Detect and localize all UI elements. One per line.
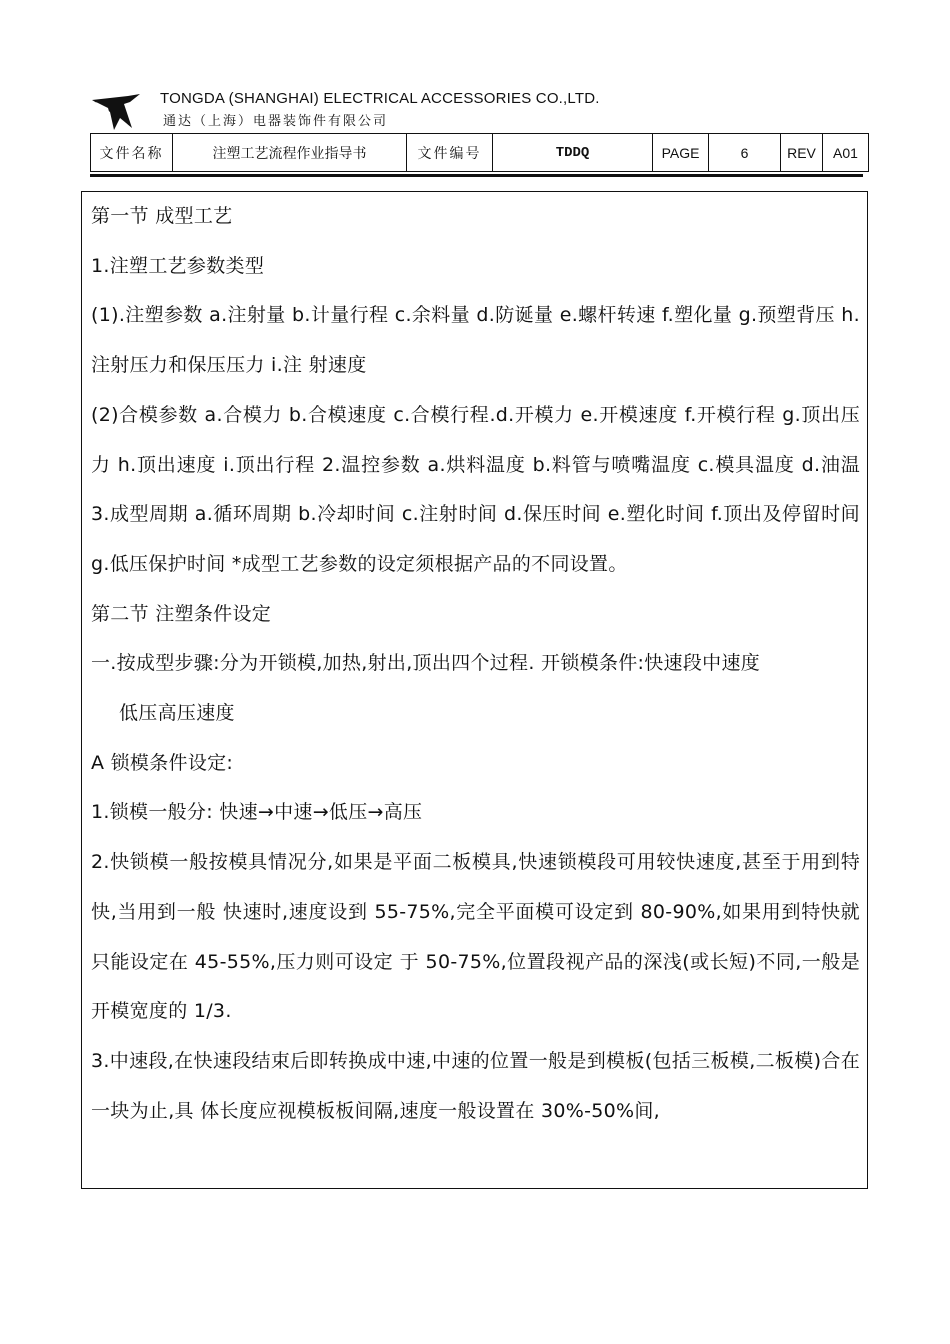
rev-label: REV (781, 134, 823, 172)
paragraph-3: (2)合模参数 a.合模力 b.合模速度 c.合模行程.d.开模力 e.开模速度 f.开模行程 g.顶出压力 h.顶出速度 i.顶出行程 2.温控参数 a.烘料温度 b.料管与喷嘴温度 c.模具温度 d.油温 3.成型周期 a.循环周期 b.冷却时间 c.注射时间 d.保压时间 e.塑化时间 f.顶出及停留时间 g.低压保护时间 *成型工艺参数的设定须根据产品的不同设置。 (91, 403, 860, 575)
paragraph-7: 3.中速段,在快速段结束后即转换成中速,中速的位置一般是到模板(包括三板模,二板模)合在一块为止,具 体长度应视模板板间隔,速度一般设置在 30%-50%间, (91, 1049, 860, 1122)
paragraph-4-continuation: 低压高压速度 (119, 702, 235, 725)
paragraph-2: (1).注塑参数 a.注射量 b.计量行程 c.余料量 d.防诞量 e.螺杆转速 f.塑化量 g.预塑背压 h.注射压力和保压压力 i.注 射速度 (91, 304, 860, 377)
paragraph-5: 1.锁模一般分: 快速→中速→低压→高压 (91, 801, 423, 824)
page-label: PAGE (653, 134, 709, 172)
doc-name-value: 注塑工艺流程作业指导书 (173, 134, 407, 172)
section-heading-2: 第二节 注塑条件设定 (91, 602, 272, 625)
header-divider (90, 174, 863, 177)
company-name-cn: 通达（上海）电器装饰件有限公司 (163, 114, 389, 129)
company-logo-icon (90, 92, 142, 132)
paragraph-6: 2.快锁模一般按模具情况分,如果是平面二板模具,快速锁模段可用较快速度,甚至于用到特快,当用到一般 快速时,速度设到 55-75%,完全平面模可设定到 80-90%,如果用到特快就只能设定在 45-55%,压力则可设定 于 50-75%,位置段视产品的深浅(或长短)不同,一般是开模宽度的 1/3. (91, 851, 860, 1023)
paragraph-4: 一.按成型步骤:分为开锁模,加热,射出,顶出四个过程. 开锁模条件:快速段中速度 (91, 652, 761, 675)
subheading-a: A 锁模条件设定: (91, 751, 234, 774)
page-number: 6 (709, 134, 781, 172)
section-heading-1: 第一节 成型工艺 (91, 205, 233, 227)
content-frame (81, 191, 868, 1189)
doc-no-label: 文件编号 (407, 134, 493, 172)
doc-no-value: TDDQ (493, 134, 653, 172)
body-text (91, 192, 860, 1136)
paragraph-1: 1.注塑工艺参数类型 (91, 254, 265, 277)
document-header-table (90, 133, 869, 172)
doc-name-label: 文件名称 (91, 134, 173, 172)
rev-value: A01 (823, 134, 869, 172)
company-name-en: TONGDA (SHANGHAI) ELECTRICAL ACCESSORIES CO.,LTD. (160, 90, 600, 107)
